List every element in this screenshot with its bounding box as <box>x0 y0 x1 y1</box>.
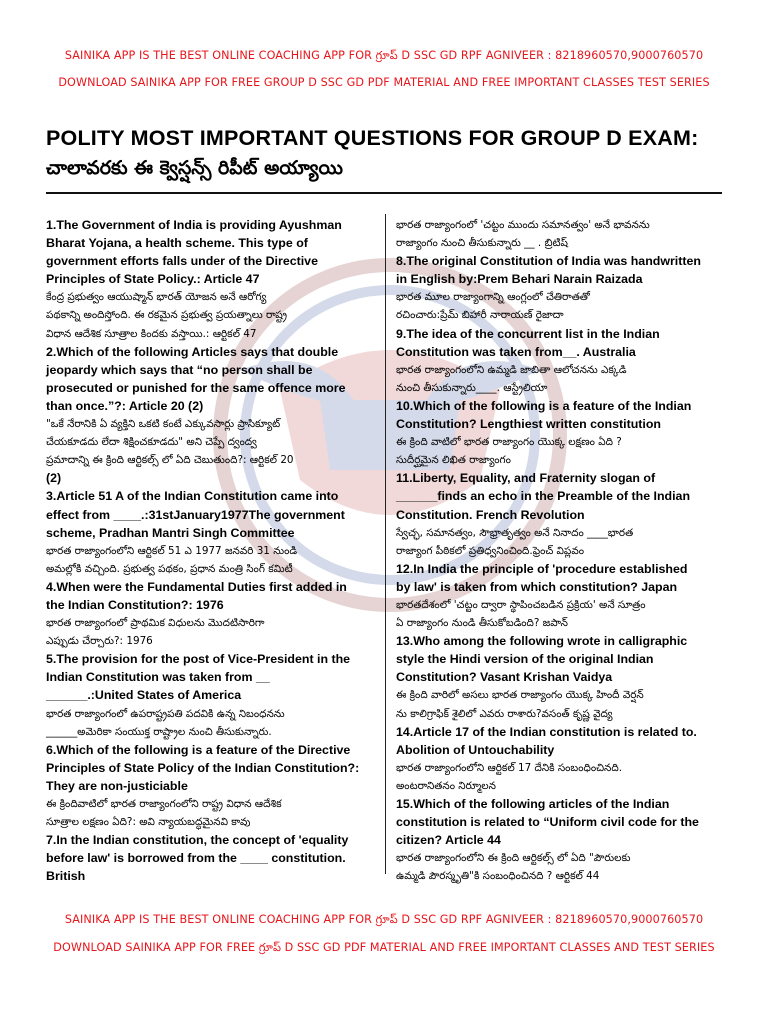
left-column-line: Indian Constitution was taken from __ <box>46 670 270 685</box>
right-column-line: style the Hindi version of the original Indian <box>396 652 654 667</box>
right-column-line: Constitution? Lengthiest written constitution <box>396 417 661 432</box>
left-column-line: 2.Which of the following Articles says that double <box>46 344 339 359</box>
left-column-line: 4.When were the Fundamental Duties first added in <box>46 579 347 594</box>
page-title: POLITY MOST IMPORTANT QUESTIONS FOR GROUP D EXAM: <box>46 126 699 150</box>
right-column-line: అంటరానితనం నిర్మూలన <box>396 779 496 792</box>
right-column-line: ఈ క్రింది వాటిలో భారత రాజ్యాంగం యొక్క లక్షణం ఏది ? <box>396 436 622 449</box>
right-column-line: నుంచి తీసుకున్నారు____. ఆస్ట్రేలియా <box>396 381 548 394</box>
top-banner-line-1: SAINIKA APP IS THE BEST ONLINE COACHING APP FOR గ్రూప్ D SSC GD RPF AGNIVEER : 8218960570,9000760570 <box>64 49 704 62</box>
left-column-line: భారత రాజ్యాంగంలోని ఆర్టికల్ 51 ఎ 1977 జనవరి 31 నుండి <box>46 544 298 557</box>
right-column-line: 15.Which of the following articles of the Indian <box>396 797 670 811</box>
left-column-line: before law' is borrowed from the ____ constitution. <box>46 851 346 866</box>
right-column-line: ఈ క్రింది వారిలో అసలు భారత రాజ్యాంగం యొక్క హిందీ వెర్షన్ <box>396 689 644 702</box>
right-column-line: citizen? Article 44 <box>396 833 501 848</box>
right-column-line: భారత రాజ్యాంగంలోని ఉమ్మడి జాబితా ఆలోచనను ఎక్కడి <box>396 363 627 376</box>
title-rule <box>46 192 722 194</box>
left-column-line: 6.Which of the following is a feature of the Directive <box>46 742 351 757</box>
left-column-line: the Indian Constitution?: 1976 <box>46 597 224 612</box>
left-column-line: Principles of State Policy.: Article 47 <box>46 272 260 287</box>
left-column-line: government efforts falls under of the Directive <box>46 254 318 269</box>
right-column-line: రాజ్యాంగం నుంచి తీసుకున్నారు __ . బ్రిటిష్ <box>396 237 568 250</box>
right-column-line: 11.Liberty, Equality, and Fraternity slogan of <box>396 471 656 486</box>
bottom-banner-line-2: DOWNLOAD SAINIKA APP FOR FREE గ్రూప్ D SSC GD PDF MATERIAL AND FREE IMPORTANT CLASSES AND TEST SERIES <box>53 941 715 954</box>
left-column-line: 3.Article 51 A of the Indian Constitution came into <box>46 489 339 504</box>
right-column-line: ఏ రాజ్యాంగం నుండి తీసుకోబడింది? జపాన్ <box>396 617 568 630</box>
right-column-line: 9.The idea of the concurrent list in the Indian <box>396 326 660 341</box>
left-column-line: ______అమెరికా సంయుక్త రాష్ట్రాల నుంచి తీసుకున్నారు. <box>46 725 272 738</box>
right-column-line: సుదీర్ఘమైన లిఖిత రాజ్యాంగం <box>396 454 511 467</box>
left-column-line: Bharat Yojana, a health scheme. This type of <box>46 236 308 251</box>
left-column-line: Principles of State Policy of the Indian Constitution?: <box>46 760 360 775</box>
right-column-line: by law' is taken from which constitution? Japan <box>396 579 678 594</box>
left-column-line: 1.The Government of India is providing Ayushman <box>46 218 342 232</box>
left-column-line: 5.The provision for the post of Vice-President in the <box>46 652 351 667</box>
column-divider <box>385 214 386 874</box>
right-column-line: 14.Article 17 of the Indian constitution is related to. <box>396 724 697 739</box>
left-column-line: than once.”?: Article 20 (2) <box>46 398 204 413</box>
left-column-line: prosecuted or punished for the same offence more <box>46 380 346 395</box>
left-column-line: విధాన ఆదేశిక సూత్రాల కిందకు వస్తాయి.: ఆర్టికల్ 47 <box>46 327 257 340</box>
page-subtitle: చాలావరకు ఈ క్వెస్షన్స్ రిపీట్ అయ్యాయి <box>46 157 343 179</box>
right-column-line: భారత రాజ్యాంగంలోని ఆర్టికల్ 17 దేనికి సంబంధించినది. <box>396 761 622 774</box>
right-column-line: స్వేచ్ఛ, సమానత్వం, సౌభ్రాతృత్వం అనే నినాదం ____భారత <box>396 526 634 539</box>
left-column-line: ప్రమాదాన్ని ఈ క్రింది ఆర్టికల్స్ లో ఏది చెబుతుంది?: ఆర్టికల్ 20 <box>46 454 294 467</box>
left-column <box>46 216 378 885</box>
left-column-line: effect from ____.:31stJanuary1977The government <box>46 507 345 522</box>
right-column-line: 8.The original Constitution of India was handwritten <box>396 254 701 269</box>
left-column-line: jeopardy which says that “no person shall be <box>46 362 313 377</box>
right-column-line: 10.Which of the following is a feature of the Indian <box>396 398 692 413</box>
right-column-line: భారతదేశంలో 'చట్టం ద్వారా స్థాపించబడిన ప్రక్రియ' అనే సూత్రం <box>396 598 646 611</box>
left-column-line: భారత రాజ్యాంగంలో ప్రాథమిక విధులను మొదటిసారిగా <box>46 617 265 630</box>
left-column-line: (2) <box>46 471 62 486</box>
left-column-line: They are non-justiciable <box>46 778 188 793</box>
right-column-line: భారత రాజ్యాంగంలో 'చట్టం ముందు సమానత్వం' అనే భావనను <box>396 219 650 231</box>
left-column-line: కేంద్ర ప్రభుత్వం ఆయుష్మాన్ భారత్ యోజన అనే ఆరోగ్య <box>46 291 267 304</box>
left-column-line: భారత రాజ్యాంగంలో ఉపరాష్ట్రపతి పదవికి ఉన్న నిబంధనను <box>46 707 285 720</box>
left-column-line: సూత్రాల లక్షణం ఏది?: అవి న్యాయబద్ధమైనవి కావు <box>46 816 251 829</box>
bottom-banner-line-1: SAINIKA APP IS THE BEST ONLINE COACHING APP FOR గ్రూప్ D SSC GD RPF AGNIVEER : 8218960570,9000760570 <box>64 913 704 926</box>
right-column <box>396 216 726 885</box>
left-column-line: 7.In the Indian constitution, the concept of 'equality <box>46 833 349 848</box>
left-column-line: చేయకూడదు లేదా శిక్షించకూడదు" అని చెప్పే ద్వంద్వ <box>46 436 257 449</box>
right-column-line: భారత రాజ్యాంగంలోని ఈ క్రింది ఆర్టికల్స్ లో ఏది "పౌరులకు <box>396 852 631 865</box>
right-column-line: Abolition of Untouchability <box>396 742 555 757</box>
right-column-line: ఉమ్మడి పౌరస్మృతి"కి సంబంధించినది ? ఆర్టికల్ 44 <box>396 870 600 883</box>
right-column-line: Constitution. French Revolution <box>396 507 585 522</box>
left-column-line: పథకాన్ని అందిస్తోంది. ఈ రకమైన ప్రభుత్వ ప్రయత్నాలు రాష్ట్ర <box>46 309 288 322</box>
top-banner-line-2: DOWNLOAD SAINIKA APP FOR FREE GROUP D SSC GD PDF MATERIAL AND FREE IMPORTANT CLASSES TEST SERIES <box>58 76 710 89</box>
left-column-line: "ఒకే నేరానికి ఏ వ్యక్తిని ఒకటి కంటే ఎక్కువసార్లు ప్రాసిక్యూట్ <box>46 418 281 431</box>
right-column-line: ______finds an echo in the Preamble of the Indian <box>396 489 691 504</box>
right-column-line: 12.In India the principle of 'procedure established <box>396 561 688 576</box>
left-column-line: British <box>46 869 86 884</box>
right-column-line: in English by:Prem Behari Narain Raizada <box>396 272 643 287</box>
footer-rule <box>46 885 722 886</box>
right-column-line: Constitution was taken from__. Australia <box>396 344 636 359</box>
right-column-line: రచించారు:ప్రేమ్ బిహారీ నారాయణ్ రైజాదా <box>396 309 564 322</box>
left-column-line: ఈ క్రిందివాటిలో భారత రాజ్యాంగంలోని రాష్ట్ర విధాన ఆదేశిక <box>46 798 282 810</box>
right-column-line: రాజ్యాంగ పీఠికలో ప్రతిధ్వనించింది.ఫ్రెంచ్ విప్లవం <box>396 544 584 557</box>
right-column-line: భారత మూల రాజ్యాంగాన్ని ఆంగ్లంలో చేతిరాతతో <box>396 291 590 304</box>
right-column-line: Constitution? Vasant Krishan Vaidya <box>396 670 613 685</box>
right-column-line: constitution is related to “Uniform civil code for the <box>396 815 699 830</box>
left-column-line: అమల్లోకి వచ్చింది. ప్రభుత్వ పథకం, ప్రధాన మంత్రి సింగ్ కమిటీ <box>46 562 293 575</box>
right-column-line: 13.Who among the following wrote in calligraphic <box>396 634 688 649</box>
right-column-line: ను కాలిగ్రాఫిక్ శైలిలో ఎవరు రాశారు?వసంత్ కృష్ణ వైద్య <box>396 707 613 720</box>
left-column-line: ఎప్పుడు చేర్చారు?: 1976 <box>46 635 153 648</box>
left-column-line: ______.:United States of America <box>46 688 242 703</box>
left-column-line: scheme, Pradhan Mantri Singh Committee <box>46 525 295 540</box>
